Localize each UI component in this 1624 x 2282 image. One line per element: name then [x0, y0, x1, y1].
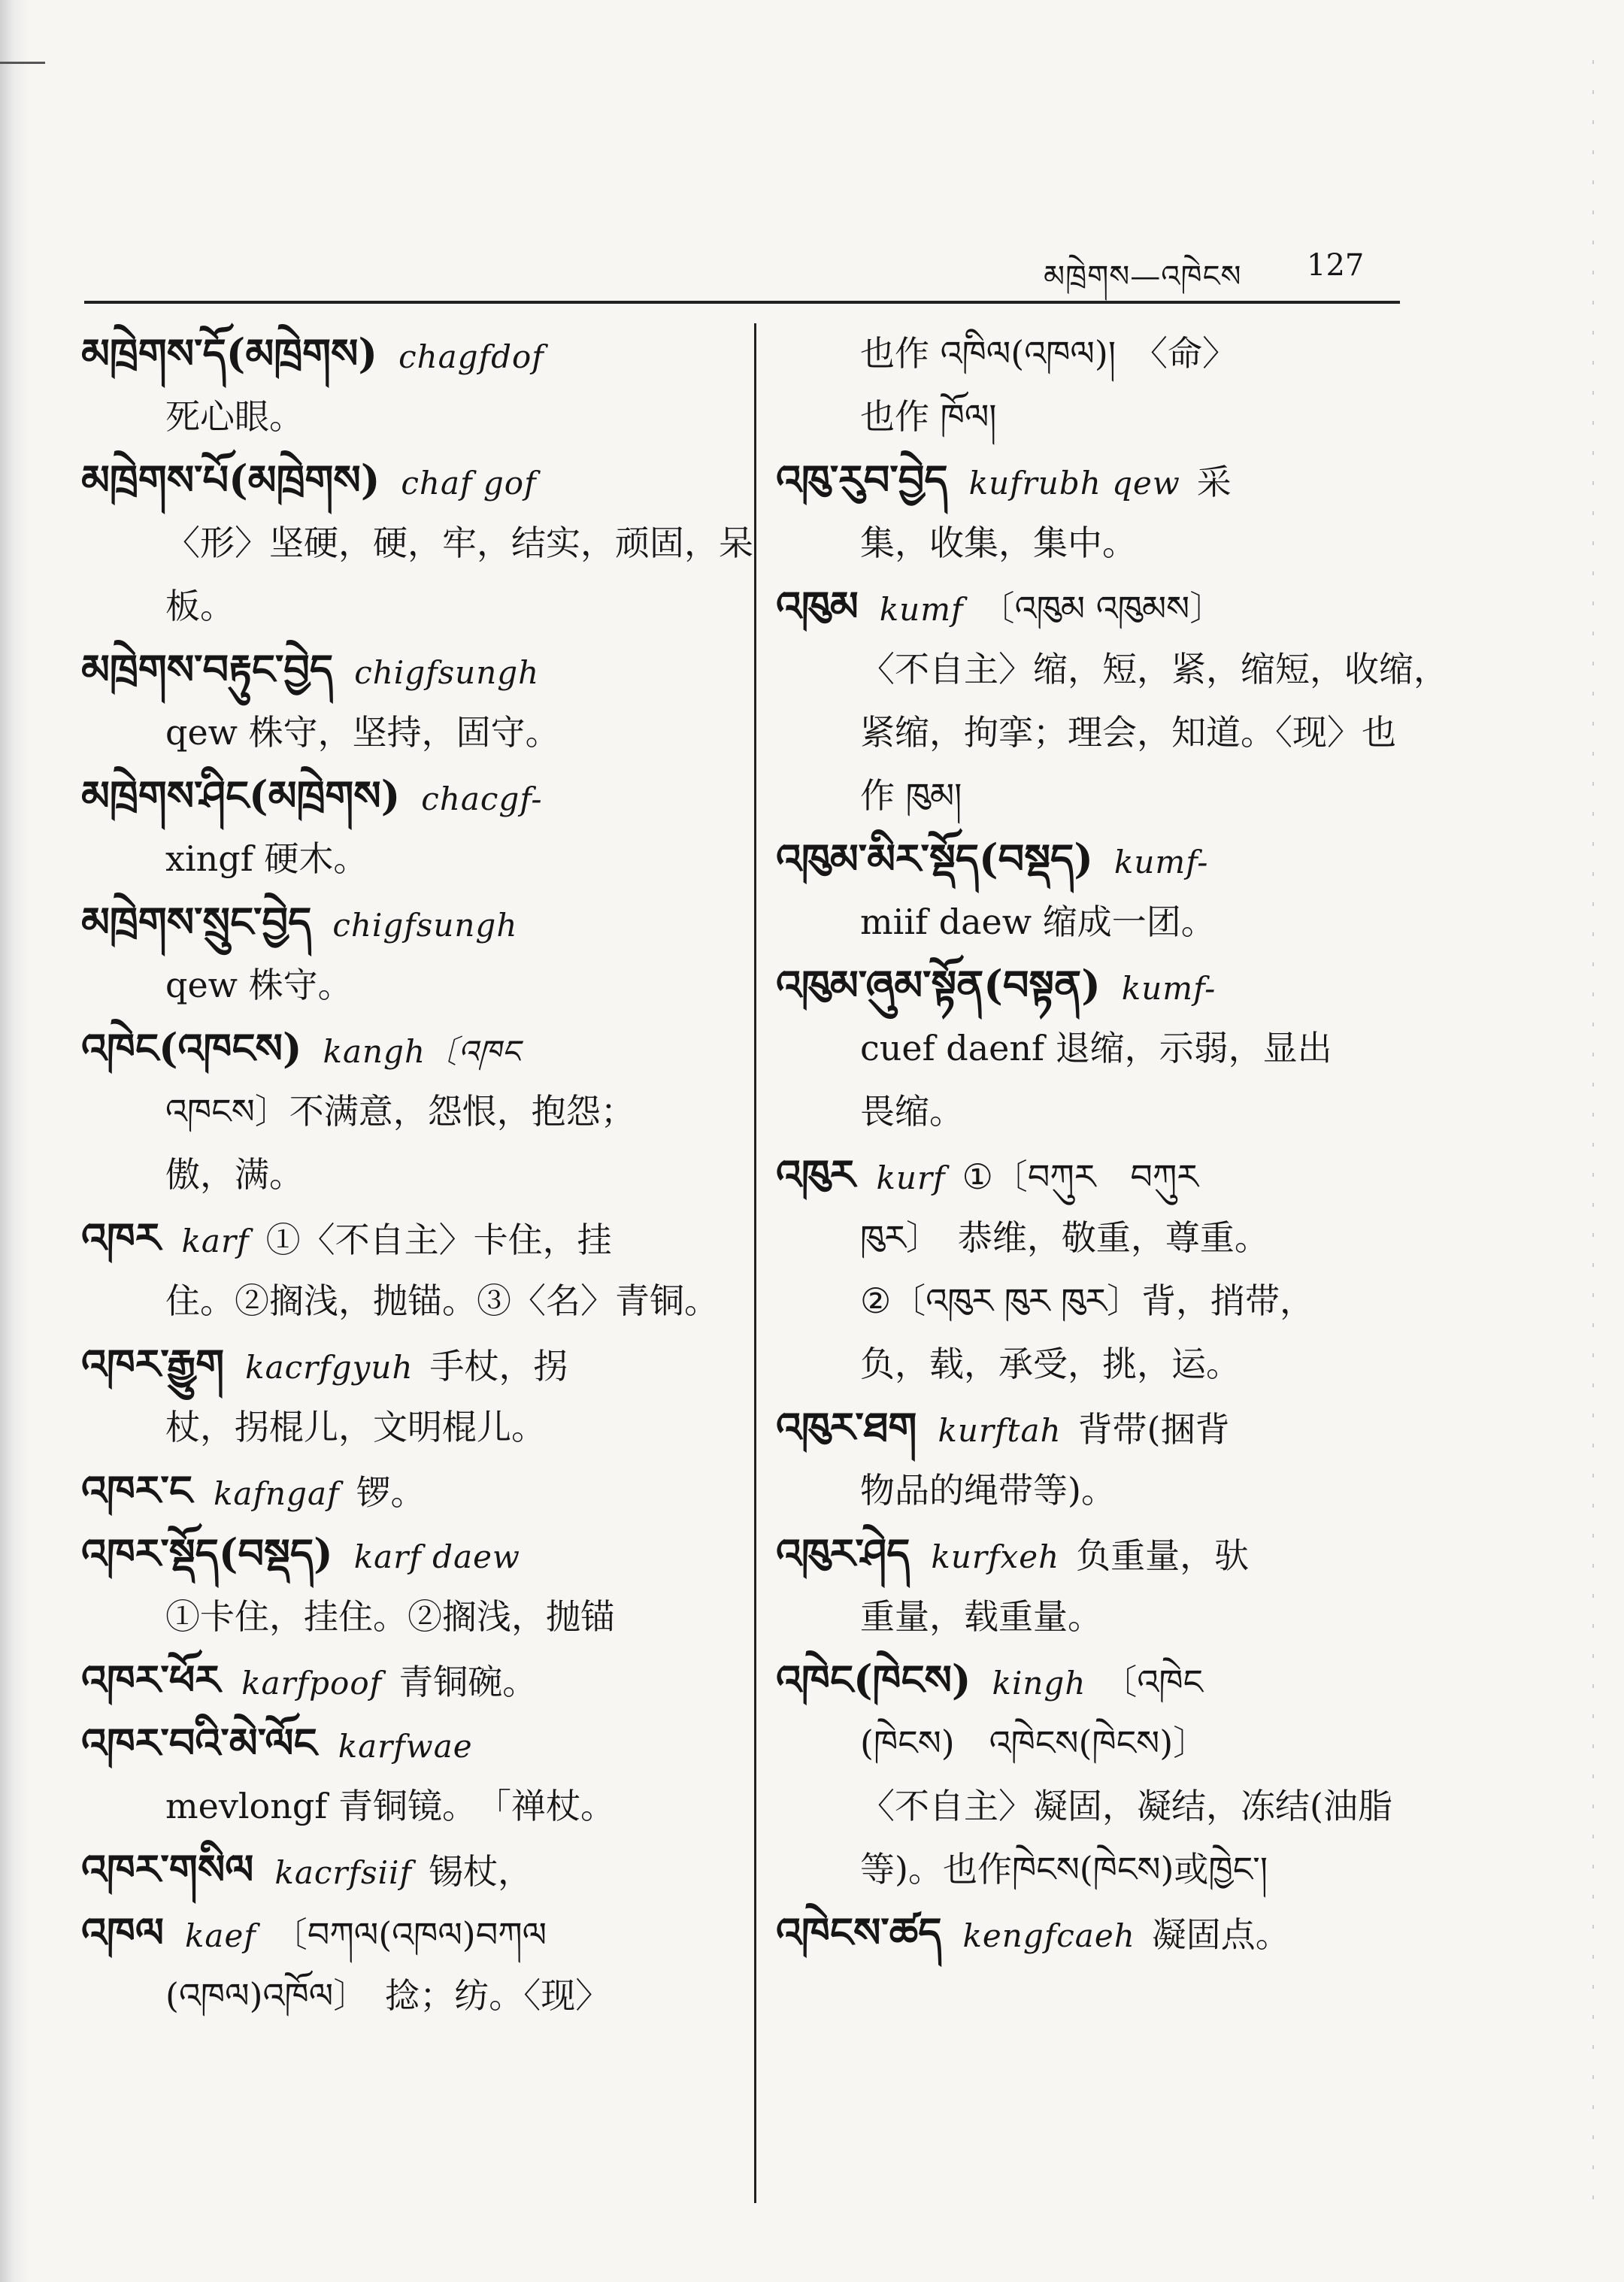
entry-definition-line: miif daew 缩成一团。	[860, 902, 1216, 942]
entry-definition-line: qew 株守。	[165, 965, 353, 1005]
entry-definition-line: 集，收集，集中。	[860, 523, 1137, 563]
entry-headword: འཁར་ང	[81, 1466, 192, 1514]
entry-headline	[81, 1648, 728, 1711]
entry-headword: མཁྲེགས་ཤིང(མཁྲེགས)	[81, 771, 401, 820]
entry-gloss: 〔འཁུམ འཁུམས〕	[980, 588, 1225, 629]
dictionary-entry	[776, 1901, 1423, 1964]
dictionary-entry	[81, 1459, 728, 1522]
entry-definition-line: 板。	[165, 586, 235, 626]
entry-romanization: kumf	[879, 591, 964, 628]
column-divider	[754, 323, 756, 2203]
header-rule	[84, 301, 1400, 304]
entry-romanization: kengfcaeh	[962, 1917, 1135, 1954]
dictionary-entry	[81, 322, 728, 448]
entry-definition-line: (ཁེངས) འཁེངས(ཁེངས)〕	[860, 1723, 1208, 1763]
entry-romanization: kurfxeh	[931, 1538, 1060, 1575]
entry-headword: འཁུམ	[776, 582, 859, 630]
entry-definition-line: 作 ཁུམ།	[860, 775, 962, 816]
entry-gloss: ①〔བཀུར བཀུར	[962, 1156, 1198, 1197]
running-head: མཁྲེགས—འཁེངས	[1044, 259, 1242, 294]
entry-romanization: kumf-	[1121, 970, 1216, 1007]
entry-headline	[776, 1901, 1423, 1964]
entry-headline	[81, 1206, 728, 1269]
entry-romanization: chaf gof	[401, 465, 537, 502]
entry-gloss: 手杖，拐	[429, 1346, 568, 1386]
entry-headline	[81, 1901, 728, 1964]
entry-definition-line: 也作 ཁོལ།	[860, 396, 997, 437]
dictionary-entry	[776, 574, 1448, 827]
entry-romanization: kingh	[992, 1665, 1086, 1702]
entry-romanization: kafngaf	[213, 1475, 340, 1512]
entry-definition-line: xingf 硬木。	[165, 838, 368, 879]
entry-headword: འཁལ	[81, 1908, 164, 1956]
entry-headword: འཁར་རྒྱུག	[81, 1340, 225, 1388]
entry-headword: འཁེངས་ཚད	[776, 1908, 942, 1956]
entry-romanization: kufrubh qew	[968, 465, 1180, 502]
entry-headword: འཁར་སྡོད(བསྡད)	[81, 1529, 333, 1577]
entry-definition-line: 住。②搁浅，抛锚。③〈名〉青铜。	[165, 1280, 719, 1321]
scan-edge-mark	[0, 62, 45, 64]
entry-headline	[776, 827, 1423, 890]
entry-definition-line: ཁུར〕 恭维，敬重，尊重。	[860, 1217, 1269, 1258]
entry-definition-line: ②〔འཁུར ཁུར ཁུར〕背，捎带，	[860, 1280, 1315, 1321]
entry-romanization: karfpoof	[241, 1665, 383, 1702]
entry-headline	[776, 953, 1423, 1017]
entry-definition-line: 〈形〉坚硬，硬，牢，结实，顽固，呆	[165, 523, 753, 563]
entry-headword: འཁར་ཕོར	[81, 1656, 221, 1704]
dictionary-entry	[81, 1648, 728, 1711]
dictionary-entry	[81, 764, 728, 890]
entry-definition-line: 死心眼。	[165, 396, 304, 437]
entry-headword: འཁར་བའི་མེ་ལོང	[81, 1719, 317, 1767]
dictionary-entry	[776, 1143, 1423, 1396]
entry-romanization: kaef	[184, 1917, 256, 1954]
entry-romanization: kacrfsiif	[274, 1854, 413, 1891]
dictionary-entry	[81, 1332, 728, 1459]
dictionary-entry	[776, 953, 1423, 1143]
entry-definition-line: 负，载，承受，挑，运。	[860, 1344, 1241, 1384]
scan-dots	[1592, 60, 1594, 2226]
entry-definition-line: 〈不自主〉凝固，凝结，冻结(油脂	[860, 1786, 1392, 1826]
dictionary-entry	[776, 448, 1423, 574]
entry-headword: འཁར་གསིལ	[81, 1845, 254, 1893]
entry-romanization: kurf	[876, 1159, 946, 1196]
entry-headline	[776, 1648, 1423, 1711]
dictionary-entry	[776, 1522, 1423, 1648]
dictionary-entry	[776, 827, 1423, 953]
entry-romanization: chigfsungh	[354, 654, 540, 691]
entry-headline	[81, 1332, 728, 1396]
entry-gloss: 〔བཀལ(འཁལ)བཀལ	[272, 1914, 547, 1955]
entry-headline	[81, 1459, 728, 1522]
entry-headline	[776, 1522, 1423, 1585]
entry-gloss: 凝固点。	[1151, 1914, 1290, 1955]
dictionary-entry	[81, 1711, 728, 1838]
entry-headword: འཁུར	[776, 1150, 856, 1199]
entry-definition-line: qew 株守，坚持，固守。	[165, 712, 560, 753]
entry-headline	[81, 890, 728, 953]
entry-headword: མཁྲེགས་དོ(མཁྲེགས)	[81, 329, 378, 377]
entry-headline	[81, 1711, 728, 1774]
entry-headword: འཁུར་ཤེད	[776, 1529, 910, 1577]
entry-headline	[81, 1838, 728, 1901]
entry-definition-line: mevlongf 青铜镜。 「禅杖。	[165, 1786, 615, 1826]
entry-headline	[776, 574, 1423, 638]
entry-definition-line: 紧缩，拘挛；理会，知道。〈现〉也	[860, 712, 1396, 753]
entry-headline	[776, 1396, 1423, 1459]
dictionary-entry	[81, 1017, 728, 1206]
dictionary-entry	[81, 1206, 728, 1332]
entry-headline	[81, 638, 728, 701]
entry-headline	[776, 1143, 1423, 1206]
entry-romanization: karf	[181, 1223, 250, 1259]
entry-romanization: chacgf-	[421, 780, 543, 817]
entry-romanization: chigfsungh	[332, 907, 518, 944]
entry-gloss: 锡杖，	[429, 1851, 533, 1892]
entry-headword: མཁྲེགས་བརྟུང་བྱེད	[81, 645, 334, 693]
entry-headword: འཁུམ་ཞུམ་སྟོན(བསྟན)	[776, 961, 1101, 1009]
entry-headword: འཁར	[81, 1214, 161, 1262]
entry-headword: འཁུ་རུབ་བྱེད	[776, 456, 948, 504]
page-number: 127	[1307, 248, 1365, 283]
dictionary-entry	[776, 322, 1423, 448]
scan-edge	[0, 0, 30, 2282]
entry-definition-line: 物品的绳带等)。	[860, 1470, 1116, 1511]
entry-definition-line: cuef daenf 退缩，示弱，显出	[860, 1028, 1332, 1068]
entry-headline	[81, 1017, 728, 1080]
entry-gloss: 〔འཁེང	[1102, 1662, 1204, 1702]
entry-definition-line: 等)。也作ཁེངས(ཁེངས)或ཁྱེང་།	[860, 1849, 1268, 1890]
dictionary-entry	[81, 1838, 728, 1901]
right-column	[776, 322, 1448, 1964]
entry-gloss: 青铜碗。	[398, 1662, 538, 1702]
entry-headword: འཁེང(ཁེངས)	[776, 1656, 971, 1704]
dictionary-entry	[81, 890, 728, 1017]
dictionary-entry	[81, 448, 753, 638]
entry-romanization: chagfdof	[398, 338, 544, 375]
entry-headword: མཁྲེགས་སྲུང་བྱེད	[81, 898, 312, 946]
entry-headword: འཁེང(འཁངས)	[81, 1024, 302, 1072]
dictionary-entry	[81, 1522, 728, 1648]
entry-gloss: ①〈不自主〉卡住，挂	[265, 1220, 612, 1260]
entry-headline	[81, 764, 728, 827]
entry-definition-line: 杖，拐棍儿，文明棍儿。	[165, 1407, 546, 1447]
entry-headline	[81, 1522, 728, 1585]
entry-definition-line: འཁངས〕不满意，怨恨，抱怨；	[165, 1091, 635, 1132]
entry-romanization: kacrfgyuh	[245, 1349, 414, 1386]
entry-definition-line: 重量，载重量。	[860, 1596, 1102, 1637]
entry-definition-line: 〈不自主〉缩，短，紧，缩短，收缩，	[860, 649, 1448, 689]
entry-definition-line: ①卡住，挂住。②搁浅，抛锚	[165, 1596, 615, 1637]
entry-definition-line: 畏缩。	[860, 1091, 964, 1132]
entry-headword: འཁུར་ཐག	[776, 1403, 917, 1451]
entry-headline	[81, 448, 728, 511]
dictionary-entry	[81, 1901, 728, 2027]
entry-gloss: 背带(捆背	[1077, 1409, 1230, 1450]
entry-gloss: 锣。	[356, 1472, 426, 1513]
entry-headword: འཁུམ་མིར་སྡོད(བསྡད)	[776, 835, 1093, 883]
entry-definition-line: 也作 འཁིལ(འཁལ)། 〈命〉	[860, 333, 1238, 374]
entry-gloss: 负重量，驮	[1076, 1535, 1250, 1576]
entry-headline	[81, 322, 728, 385]
entry-headword: མཁྲེགས་པོ(མཁྲེགས)	[81, 456, 380, 504]
dictionary-entry	[81, 638, 728, 764]
entry-romanization: kurftah	[938, 1412, 1062, 1449]
dictionary-entry	[776, 1648, 1423, 1901]
left-column	[81, 322, 753, 2027]
entry-definition-line: (འཁལ)འཁོལ〕 捻；纺。〈现〉	[165, 1975, 611, 2016]
entry-headline	[776, 448, 1423, 511]
entry-romanization: kangh〔འཁང	[323, 1033, 521, 1070]
dictionary-entry	[776, 1396, 1423, 1522]
entry-gloss: 采	[1196, 462, 1232, 502]
entry-definition-line: 傲，满。	[165, 1154, 304, 1195]
entry-romanization: karfwae	[338, 1728, 473, 1765]
entry-romanization: karf daew	[353, 1538, 520, 1575]
entry-romanization: kumf-	[1113, 844, 1209, 880]
